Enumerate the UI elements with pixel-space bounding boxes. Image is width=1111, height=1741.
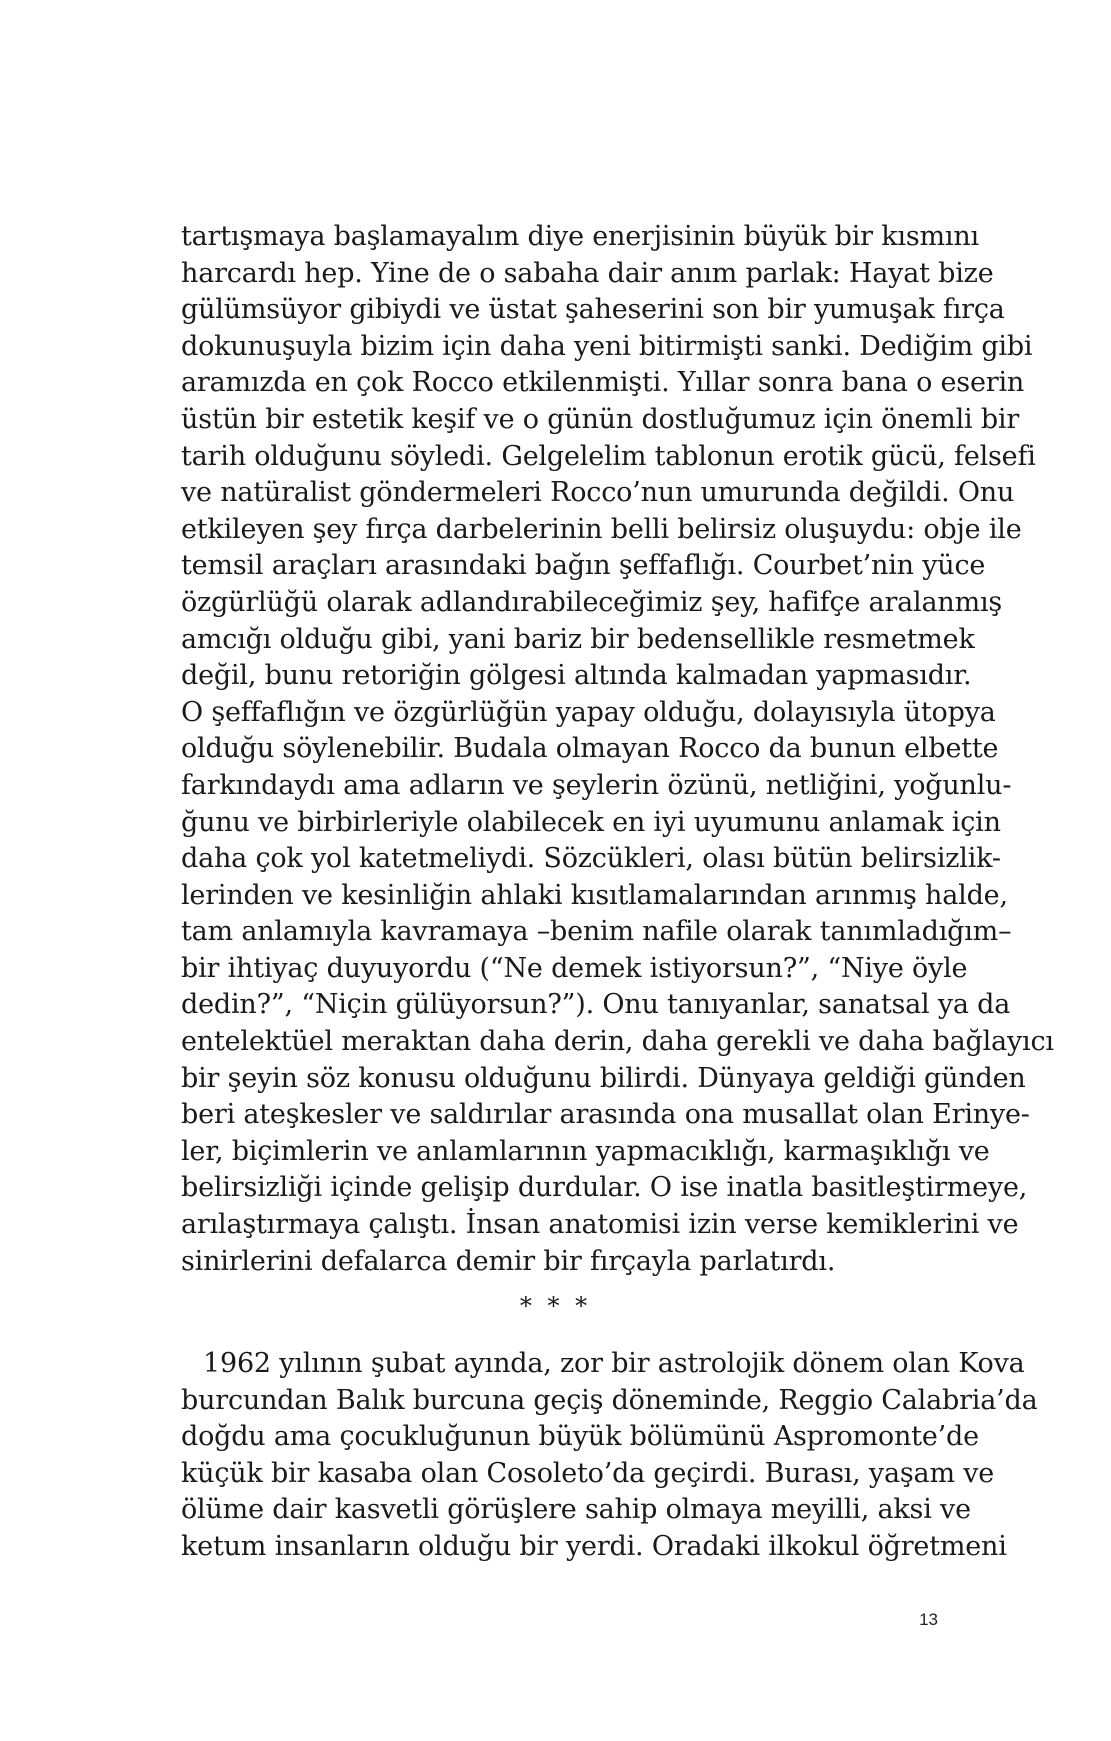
- text-line: bir şeyin söz konusu olduğunu bilirdi. Dünyaya geldiği günden: [181, 1062, 1026, 1094]
- text-line: beri ateşkesler ve saldırılar arasında ona musallat olan Erinye-: [181, 1099, 1030, 1131]
- text-line: etkileyen şey fırça darbelerinin belli belirsiz oluşuydu: obje ile: [181, 513, 1022, 545]
- text-line: ketum insanların olduğu bir yerdi. Oradaki ilkokul öğretmeni: [181, 1530, 1007, 1562]
- paragraph-2: [181, 1346, 1038, 1566]
- section-separator: * * *: [519, 1292, 592, 1320]
- text-line: 1962 yılının şubat ayında, zor bir astrolojik dönem olan Kova: [203, 1348, 1025, 1379]
- text-line: değil, bunu retoriğin gölgesi altında kalmadan yapmasıdır.: [181, 660, 972, 692]
- text-line: farkındaydı ama adların ve şeylerin özünü, netliğini, yoğunlu-: [181, 769, 1012, 801]
- text-line: O şeffaflığın ve özgürlüğün yapay olduğu, dolayısıyla ütopya: [181, 696, 996, 728]
- text-line: sinirlerini defalarca demir bir fırçayla parlatırdı.: [181, 1245, 836, 1277]
- text-line: arılaştırmaya çalıştı. İnsan anatomisi izin verse kemiklerini ve: [181, 1209, 1019, 1241]
- text-line: harcardı hep. Yine de o sabaha dair anım parlak: Hayat bize: [181, 257, 994, 289]
- text-line: ler, biçimlerin ve anlamlarının yapmacıklığı, karmaşıklığı ve: [181, 1135, 990, 1167]
- text-line: aramızda en çok Rocco etkilenmişti. Yıllar sonra bana o eserin: [181, 367, 1025, 399]
- text-line: lerinden ve kesinliğin ahlaki kısıtlamalarından arınmış halde,: [181, 879, 1008, 911]
- text-line: entelektüel meraktan daha derin, daha gerekli ve daha bağlayıcı: [181, 1026, 1054, 1058]
- text-line: temsil araçları arasındaki bağın şeffaflığı. Courbet’nin yüce: [181, 550, 986, 582]
- text-line: doğdu ama çocukluğunun büyük bölümünü Aspromonte’de: [181, 1421, 979, 1453]
- text-line: olduğu söylenebilir. Budala olmayan Rocco da bunun elbette: [181, 733, 999, 765]
- text-line: tam anlamıyla kavramaya –benim nafile olarak tanımladığım–: [181, 916, 1012, 948]
- text-line: tarih olduğunu söyledi. Gelgelelim tablonun erotik gücü, felsefi: [181, 440, 1036, 472]
- text-line: ölüme dair kasvetli görüşlere sahip olmaya meyilli, aksi ve: [181, 1494, 971, 1526]
- page-number: 13: [919, 1610, 938, 1629]
- text-line: dedin?”, “Niçin gülüyorsun?”). Onu tanıyanlar, sanatsal ya da: [181, 989, 1011, 1021]
- text-line: gülümsüyor gibiydi ve üstat şaheserini son bir yumuşak fırça: [181, 294, 1005, 326]
- text-line: ve natüralist göndermeleri Rocco’nun umurunda değildi. Onu: [181, 477, 1015, 509]
- text-line: amcığı olduğu gibi, yani bariz bir bedensellikle resmetmek: [181, 623, 975, 655]
- text-line: bir ihtiyaç duyuyordu (“Ne demek istiyorsun?”, “Niye öyle: [181, 952, 968, 984]
- text-line: belirsizliği içinde gelişip durdular. O ise inatla basitleştirmeye,: [181, 1172, 1028, 1204]
- paragraph-1: [181, 219, 1054, 1280]
- text-line: tartışmaya başlamayalım diye enerjisinin büyük bir kısmını: [181, 221, 979, 252]
- text-line: ğunu ve birbirleriyle olabilecek en iyi uyumunu anlamak için: [181, 806, 1001, 838]
- text-line: dokunuşuyla bizim için daha yeni bitirmişti sanki. Dediğim gibi: [181, 330, 1033, 362]
- text-line: özgürlüğü olarak adlandırabileceğimiz şey, hafifçe aralanmış: [181, 586, 1003, 618]
- text-line: burcundan Balık burcuna geçiş döneminde, Reggio Calabria’da: [181, 1384, 1038, 1416]
- text-line: küçük bir kasaba olan Cosoleto’da geçirdi. Burası, yaşam ve: [181, 1457, 995, 1489]
- text-line: daha çok yol katetmeliydi. Sözcükleri, olası bütün belirsizlik-: [181, 843, 1001, 875]
- text-line: üstün bir estetik keşif ve o günün dostluğumuz için önemli bir: [181, 403, 1020, 435]
